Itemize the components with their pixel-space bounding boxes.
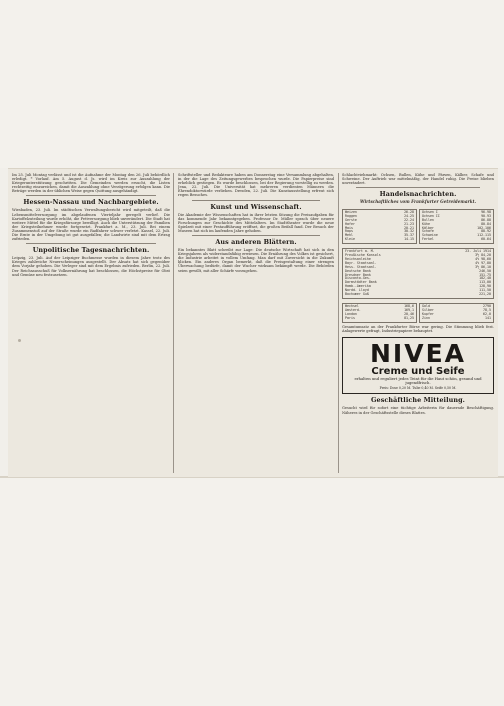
table-row bbox=[345, 293, 491, 297]
table-cell-label: Mehl bbox=[345, 233, 353, 238]
nivea-advertisement bbox=[342, 337, 494, 395]
article-body: Schriftsteller und Redakteure haben am Donnerstag eine Versammlung abgehalten, in der die Lage des Zeitungsgewerbes besprochen wurde. Die Papierpreise sind erheblich gestiegen. Es wurde beschlossen, bei der Regierung vorstellig zu werden. Jena, 22. Juli. Die Universität hat mehreren verdienten Männern die Ehrendoktorwürde verliehen. Dresden, 22. Juli. Die Kunstausstellung erfreut sich regen Besuches. bbox=[178, 173, 334, 198]
divider bbox=[26, 195, 156, 196]
market-note: Gesamtumsatz an der Frankfurter Börse war gering. Die Stimmung blieb fest. Anlagewerte gefragt, Industriepapiere behauptet. bbox=[342, 324, 494, 333]
table-cell-label: Darmstädter Bank bbox=[345, 280, 377, 285]
divider bbox=[192, 235, 320, 236]
table-cell-label: Schweine bbox=[422, 233, 438, 238]
table-cell-label: Zinn bbox=[422, 315, 430, 320]
article-body: Ein bekanntes Blatt schreibt zur Lage: Die deutsche Wirtschaft hat sich in den Kriegsjahren als widerstandsfähig erwiesen. Die Ernährung des Volkes ist gesichert, die Industrie arbeitet in vollem Umfang. Man darf mit Zuversicht in die Zukunft blicken. Ein anderes Organ bemerkt, daß die Preisgestaltung einer strengen Überwachung bedürfe, damit der Wucher wirksam bekämpft werde. Die Behörden seien gewillt, mit aller Schärfe vorzugehen. bbox=[178, 248, 334, 273]
ad-headline: Creme und Seife bbox=[371, 365, 465, 377]
top-page-margin bbox=[0, 0, 504, 168]
table-cell-label: Hess. Staatsanl. bbox=[345, 264, 377, 269]
market-table-pair bbox=[342, 207, 494, 246]
table-cell-label: Kupfer bbox=[422, 311, 434, 316]
table-cell-label: Bochumer Guß bbox=[345, 292, 369, 297]
table-cell-label: London bbox=[345, 311, 357, 316]
table-cell-label: Kleie bbox=[345, 237, 355, 242]
table-cell-value: 14-15 bbox=[404, 237, 414, 242]
table-cell-label: Nordd. Lloyd bbox=[345, 288, 369, 293]
nivea-logo: NIVEA bbox=[370, 338, 466, 368]
ad-tagline: erhalten und reguliert jedes Teint für die Haut schön, gesund und jugendfrisch. bbox=[354, 375, 482, 386]
table-cell-value: 22-24 bbox=[404, 217, 414, 222]
table-cell-value: 112-115 bbox=[477, 233, 491, 238]
table-cell-value: 88-92 bbox=[481, 229, 491, 234]
table-row bbox=[422, 238, 491, 242]
article-intro: Im 25. Juli Montag verlässt und ist die Aufnahme der Montag den 26. Juli behördlich erledigt. * Vorlauf. Am 5. August d. Js. wird im Kreis zur Auszahlung der Kriegerunterstützung geschritten. Die Gemeinden werden ersucht, die Listen rechtzeitig einzureichen, damit die Auszahlung ohne Verzögerung erfolgen kann. Die Beträge werden in der üblichen Weise gegen Quittung ausgehändigt. bbox=[12, 173, 170, 194]
table-cell-label: Schafe bbox=[422, 229, 434, 234]
section-heading-geschaeftlich: Geschäftliche Mitteilung. bbox=[371, 396, 465, 405]
table-cell-value: 90-93 bbox=[481, 213, 491, 218]
bottom-page-margin bbox=[0, 478, 504, 706]
article-body: Die Akademie der Wissenschaften hat in ihrer letzten Sitzung die Preisaufgaben für das kommende Jahr bekanntgegeben. Professor Dr. Müller sprach über neuere Forschungen zur Geschichte des Mittelalters. Im Stadttheater wurde die neue Spielzeit mit einer Festaufführung eröffnet, die großen Beifall fand. Der Besuch der Museen hat sich im laufenden Jahre gehoben. bbox=[178, 212, 334, 233]
table-cell-value: 26-28 bbox=[404, 209, 414, 214]
table-cell-value: 30-32 bbox=[404, 229, 414, 234]
table-cell-label: Hamb.-Amerika bbox=[345, 284, 371, 289]
table-cell-value: 3½ 86,10 bbox=[475, 264, 491, 269]
table-cell-value: 113,00 bbox=[479, 280, 491, 285]
table-cell-value: 102-106 bbox=[477, 225, 491, 230]
table-cell-value: 80-84 bbox=[481, 221, 491, 226]
table-cell-label: Raps bbox=[345, 229, 353, 234]
table-cell-value: 4% 97,80 bbox=[475, 260, 491, 265]
table-cell-label: Deutsche Bank bbox=[345, 268, 371, 273]
table-cell-label: Mais bbox=[345, 225, 353, 230]
article-body: Wiesbaden, 23. Juli. Im städtischen Verwaltungsbericht wird mitgeteilt, daß die Lebensmittelversorgung im abgelaufenen Vierteljahr geregelt verlief. Die Kartoffelzuteilung wurde erhöht, die Fettversorgung blieb unverändert. Die Stadt hat weitere Mittel für die Kriegsfürsorge bewilligt. Auch die Unterstützung der Familien der Kriegsteilnehmer wurde fortgesetzt. Frankfurt a. M., 23. Juli. Bei einem Zusammenstoß auf der Straße wurde ein Radfahrer schwer verletzt. Kassel, 22. Juli. Die Ernte in der Umgebung ist gut ausgefallen; die Landwirte sind mit dem Ertrag zufrieden. bbox=[12, 208, 170, 242]
table-cell-label: Ochsen II bbox=[422, 213, 440, 218]
table-cell-label: Ferkel bbox=[422, 237, 434, 242]
grain-price-table bbox=[342, 209, 417, 244]
table-cell-label: Wechsel bbox=[345, 304, 359, 308]
table-cell-value: 81,25 bbox=[404, 315, 414, 320]
section-heading-andere-blaetter: Aus anderen Blättern. bbox=[215, 238, 297, 247]
market-intro: Schlachtviehmarkt: Ochsen, Bullen, Kühe und Färsen, Kälber, Schafe und Schweine. Der Auftrieb war mittelmäßig, der Handel ruhig. Die Preise blieben unverändert. bbox=[342, 173, 494, 186]
table-cell-value: 23. Juli 1914 bbox=[465, 249, 491, 254]
section-heading-handel: Handelsnachrichten. bbox=[379, 190, 457, 199]
table-cell-value: 246,50 bbox=[479, 268, 491, 273]
section-heading-hessen-nassau: Hessen-Nassau und Nachbargebiete. bbox=[23, 198, 159, 207]
section-heading-unpolitische: Unpolitische Tagesnachrichten. bbox=[32, 246, 150, 255]
section-subheading: Wirtschaftliches vom Frankfurter Getreidemarkt. bbox=[359, 199, 477, 205]
table-cell-value: 24-25 bbox=[404, 213, 414, 218]
column-rule bbox=[338, 173, 339, 473]
table-cell-value: 151,75 bbox=[479, 272, 491, 277]
table-cell-label: Kühe bbox=[422, 221, 430, 226]
ad-price-note: Preis: Dose 0,20 M. Tube 0,40 M. Seife 0,50 M. bbox=[379, 385, 457, 390]
table-cell-label: Hafer bbox=[345, 221, 355, 226]
article-body: Leipzig, 23. Juli. Auf der Leipziger Buchmesse wurden in diesem Jahre trotz des Krieges zahlreiche Neuerscheinungen ausgestellt. Der Absatz hat sich gegenüber dem Vorjahr gehoben. Die Verleger sind mit dem Ergebnis zufrieden. Berlin, 22. Juli. Der Reichsausschuß für Volksernährung hat beschlossen, die Höchstpreise für Obst und Gemüse neu festzusetzen. bbox=[12, 256, 170, 277]
column-left bbox=[12, 173, 170, 473]
metal-price-table bbox=[419, 303, 494, 323]
exchange-rate-table bbox=[342, 303, 417, 323]
section-heading-kunst: Kunst und Wissenschaft. bbox=[210, 202, 302, 211]
table-cell-label: Reichsanleihe bbox=[345, 256, 371, 261]
table-cell-value: 141 bbox=[485, 315, 491, 320]
table-cell-label: Disconto-Ges. bbox=[345, 276, 371, 281]
column-right bbox=[342, 173, 494, 473]
table-cell-value: 111,50 bbox=[479, 288, 491, 293]
table-row bbox=[345, 317, 414, 321]
table-cell-value: 20-21 bbox=[404, 225, 414, 230]
table-row bbox=[345, 238, 414, 242]
table-cell-label: Bullen bbox=[422, 217, 434, 222]
divider bbox=[192, 200, 320, 201]
table-cell-label: Weizen bbox=[345, 209, 357, 214]
table-cell-value: 168,6 bbox=[404, 304, 414, 308]
exchange-table-pair bbox=[342, 301, 494, 325]
table-cell-label: Gold bbox=[422, 304, 430, 308]
table-cell-value: 86-88 bbox=[481, 217, 491, 222]
table-cell-value: 96-98 bbox=[481, 209, 491, 214]
table-cell-label: Silber bbox=[422, 307, 434, 312]
stock-quotes-table bbox=[342, 248, 494, 299]
table-cell-label: Kälber bbox=[422, 225, 434, 230]
table-cell-value: 169,1 bbox=[404, 307, 414, 312]
cattle-price-table bbox=[419, 209, 494, 244]
table-row bbox=[422, 317, 491, 321]
table-cell-value: 128,90 bbox=[479, 284, 491, 289]
table-cell-value: 35-37 bbox=[404, 233, 414, 238]
table-cell-label: Preußische Konsols bbox=[345, 253, 381, 258]
table-cell-label: Dresdner Bank bbox=[345, 272, 371, 277]
table-cell-value: 2790 bbox=[483, 304, 491, 308]
table-cell-value: 60-64 bbox=[481, 237, 491, 242]
divider bbox=[356, 187, 480, 188]
table-cell-value: 21-23 bbox=[404, 221, 414, 226]
article-body: Gesucht wird für sofort eine tüchtige Arbeiterin für dauernde Beschäftigung. Näheres in der Geschäftsstelle dieses Blattes. bbox=[342, 406, 494, 415]
table-cell-label: Frankfurt a. M. bbox=[345, 249, 375, 254]
table-cell-label: Paris bbox=[345, 315, 355, 320]
table-cell-label: Bayr. Staatsanl. bbox=[345, 260, 377, 265]
table-cell-label: Amsterd. bbox=[345, 307, 361, 312]
table-cell-label: Ochsen I bbox=[422, 209, 438, 214]
table-cell-value: 4% 98,60 bbox=[475, 256, 491, 261]
table-cell-value: 3½ 84,20 bbox=[475, 253, 491, 258]
table-cell-label: Gerste bbox=[345, 217, 357, 222]
table-cell-value: 221,20 bbox=[479, 292, 491, 297]
table-cell-value: 20,46 bbox=[404, 311, 414, 316]
column-middle bbox=[178, 173, 334, 473]
table-cell-value: 182,40 bbox=[479, 276, 491, 281]
newspaper-clipping bbox=[8, 168, 498, 477]
column-rule bbox=[173, 173, 174, 473]
divider bbox=[26, 243, 156, 244]
table-cell-value: 62,0 bbox=[483, 311, 491, 316]
table-cell-value: 78,5 bbox=[483, 307, 491, 312]
table-cell-label: Roggen bbox=[345, 213, 357, 218]
